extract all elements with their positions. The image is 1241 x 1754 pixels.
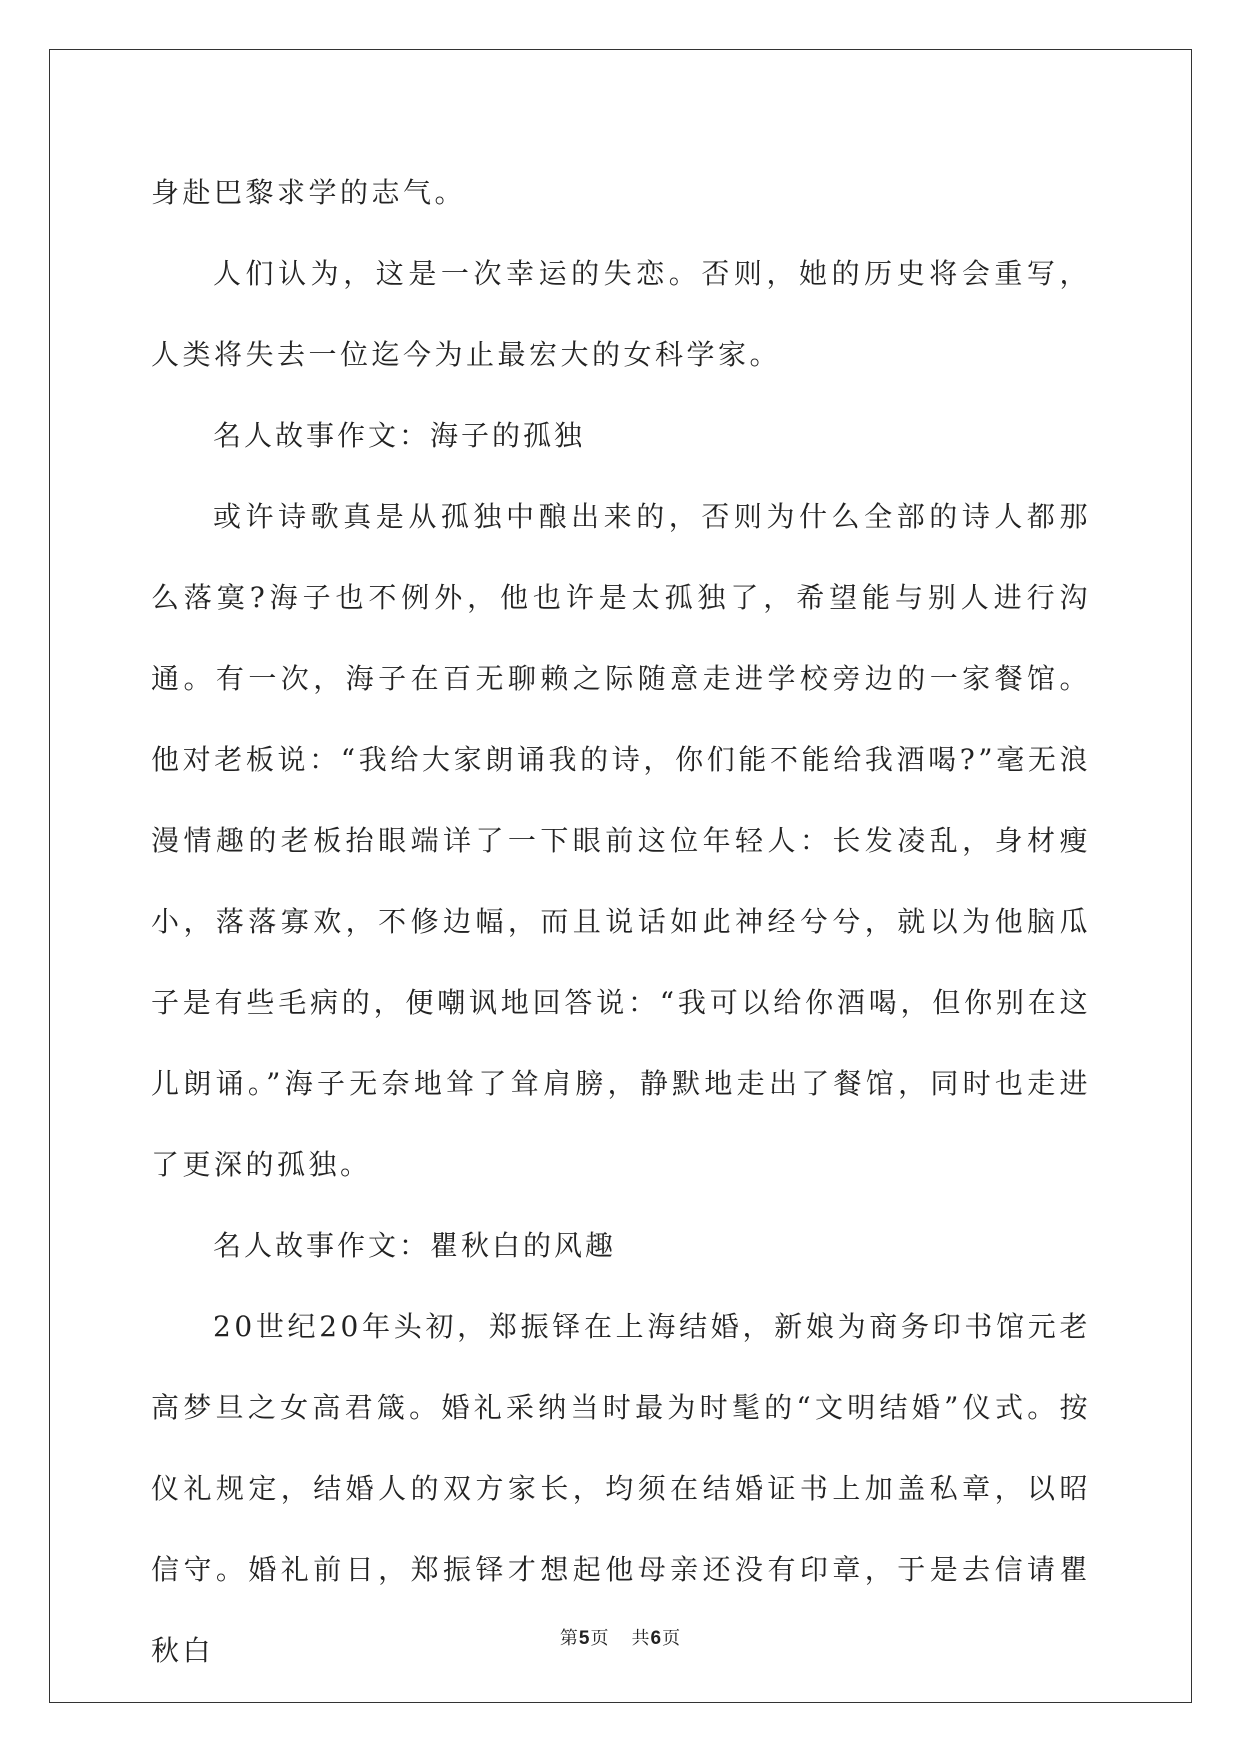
section-heading: 名人故事作文：海子的孤独 [213,419,586,452]
section-heading: 名人故事作文：瞿秋白的风趣 [213,1229,617,1262]
current-page-number: 5 [578,1628,591,1649]
footer-prefix: 第 [559,1628,579,1649]
footer-total-unit: 页 [662,1628,682,1649]
footer-total-prefix: 共 [631,1628,651,1649]
page-footer [0,1624,1241,1650]
paragraph-continuation: 身赴巴黎求学的志气。 [151,176,467,209]
paragraph: 人们认为，这是一次幸运的失恋。否则，她的历史将会重写，人类将失去一位迄今为止最宏大的女科学家。 [151,257,1091,371]
paragraph: 或许诗歌真是从孤独中酿出来的，否则为什么全部的诗人都那么落寞?海子也不例外，他也许是太孤独了，希望能与别人进行沟通。有一次，海子在百无聊赖之际随意走进学校旁边的一家餐馆。他对老板说：“我给大家朗诵我的诗，你们能不能给我酒喝?”毫无浪漫情趣的老板抬眼端详了一下眼前这位年轻人：长发凌乱，身材瘦小，落落寡欢，不修边幅，而且说话如此神经兮兮，就以为他脑瓜子是有些毛病的，便嘲讽地回答说：“我可以给你酒喝，但你别在这儿朗诵。”海子无奈地耸了耸肩膀，静默地走出了餐馆，同时也走进了更深的孤独。 [151,500,1091,1181]
total-pages-number: 6 [650,1628,663,1649]
document-body [151,152,1091,1691]
footer-page-unit: 页 [590,1628,610,1649]
paragraph: 20世纪20年头初，郑振铎在上海结婚，新娘为商务印书馆元老高梦旦之女高君箴。婚礼采纳当时最为时髦的“文明结婚”仪式。按仪礼规定，结婚人的双方家长，均须在结婚证书上加盖私章，以昭信守。婚礼前日，郑振铎才想起他母亲还没有印章，于是去信请瞿秋白 [151,1310,1091,1667]
